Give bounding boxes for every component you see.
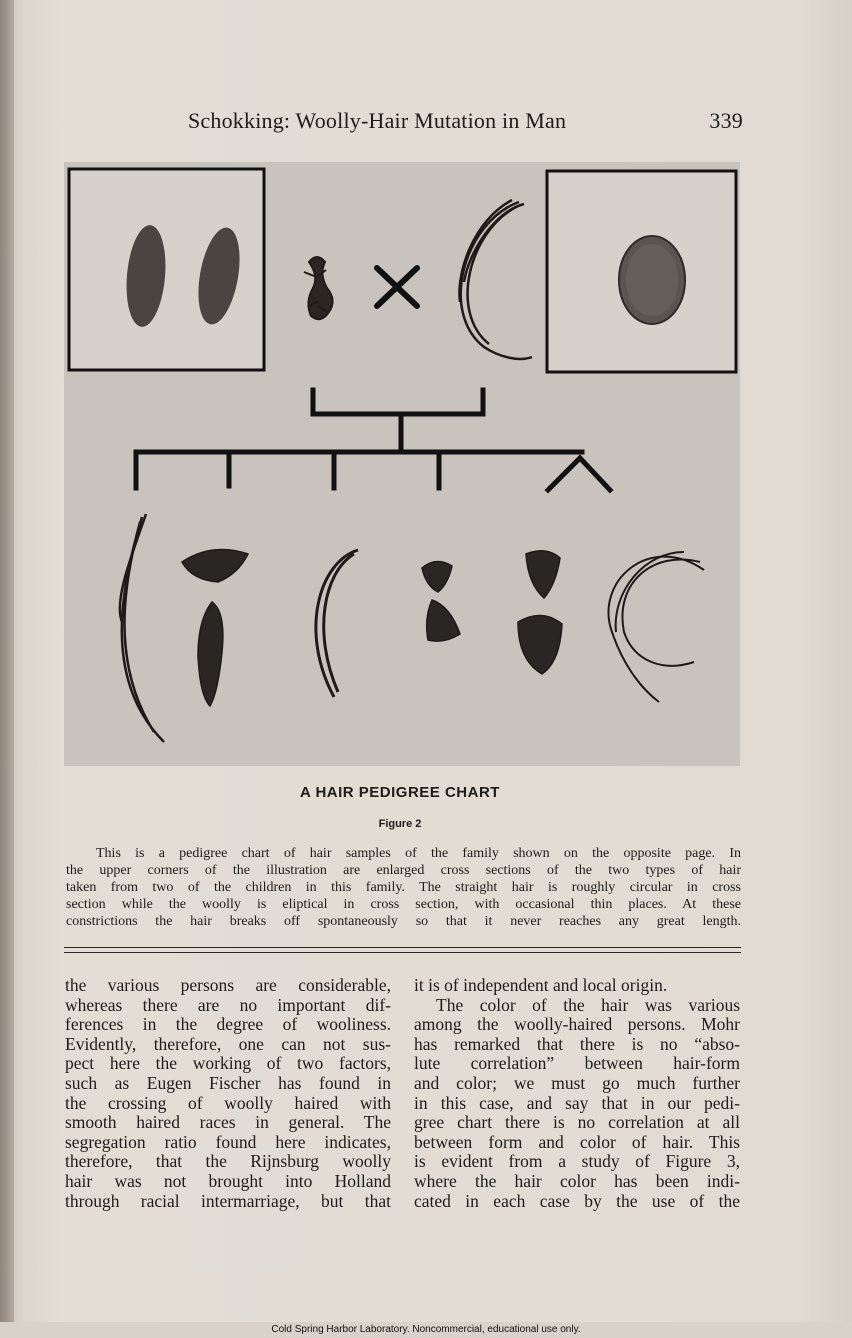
caption-line: constrictions the hair breaks off spontaneously so that it never reaches any great length. (66, 914, 741, 929)
woolly-cross-section-inset (69, 169, 264, 370)
child-sample-2 (182, 550, 248, 707)
running-title: Schokking: Woolly-Hair Mutation in Man (188, 108, 567, 133)
book-gutter (0, 0, 14, 1322)
child-sample-5 (518, 551, 562, 674)
caption-line: taken from two of the children in this family. The straight hair is roughly circular in cross (66, 880, 741, 895)
caption-line: This is a pedigree chart of hair samples of the family shown on the opposite page. In (96, 846, 741, 861)
text-line: through racial intermarriage, but that (65, 1190, 391, 1211)
text-line: cated in each case by the use of the (414, 1190, 740, 1211)
cross-symbol (377, 268, 417, 306)
text-line: smooth haired races in general. The (65, 1112, 391, 1133)
double-rule-top (64, 947, 741, 948)
text-line: lute correlation” between hair-form (414, 1053, 740, 1074)
text-line: such as Eugen Fischer has found in (65, 1072, 391, 1093)
figure-label: Figure 2 (378, 818, 422, 830)
body-column-right (414, 976, 740, 1211)
text-line: whereas there are no important dif- (65, 994, 391, 1015)
hair-pedigree-figure (64, 162, 740, 766)
text-line: the various persons are considerable, (65, 975, 391, 995)
figure-illustration (64, 162, 740, 766)
figure-caption (66, 845, 741, 930)
child-sample-1 (120, 514, 164, 742)
text-line: Evidently, therefore, one can not sus- (65, 1033, 391, 1054)
text-line: among the woolly-haired persons. Mohr (414, 1014, 740, 1035)
caption-line: the upper corners of the illustration are enlarged cross sections of the two types of hair (66, 863, 741, 878)
text-line: is evident from a study of Figure 3, (414, 1151, 740, 1172)
archive-footer: Cold Spring Harbor Laboratory. Noncommercial, educational use only. (271, 1324, 581, 1335)
text-line: has remarked that there is no “abso- (414, 1033, 740, 1054)
child-sample-6 (609, 552, 704, 702)
caption-title: A HAIR PEDIGREE CHART (300, 784, 500, 801)
double-rule-bottom (64, 952, 741, 953)
parent-woolly-sample (304, 257, 333, 319)
child-sample-4 (422, 561, 460, 641)
straight-cross-section-inset (547, 171, 736, 372)
parent-straight-sample (459, 200, 532, 359)
text-line: hair was not brought into Holland (65, 1170, 391, 1191)
text-line: and color; we must go much further (414, 1072, 740, 1093)
text-line: segregation ratio found here indicates, (65, 1131, 391, 1152)
text-line: The color of the hair was various (436, 994, 740, 1015)
text-line: between form and color of hair. This (414, 1131, 740, 1152)
text-line: ferences in the degree of wooliness. (65, 1014, 391, 1035)
text-line: pect here the working of two factors, (65, 1053, 391, 1074)
text-line: in this case, and say that in our pedi- (414, 1092, 740, 1113)
text-line: the crossing of woolly haired with (65, 1092, 391, 1113)
text-line: it is of independent and local origin. (414, 975, 668, 995)
page-number: 339 (709, 108, 743, 133)
text-line: gree chart there is no correlation at all (414, 1112, 740, 1133)
text-line: therefore, that the Rijnsburg woolly (65, 1151, 391, 1172)
caption-line: section while the woolly is eliptical in cross section, with occasional thin places. At these (66, 897, 741, 912)
body-column-left (65, 976, 391, 1211)
text-line: where the hair color has been indi- (414, 1170, 740, 1191)
pedigree-lines (136, 390, 610, 490)
child-sample-3 (316, 550, 358, 697)
